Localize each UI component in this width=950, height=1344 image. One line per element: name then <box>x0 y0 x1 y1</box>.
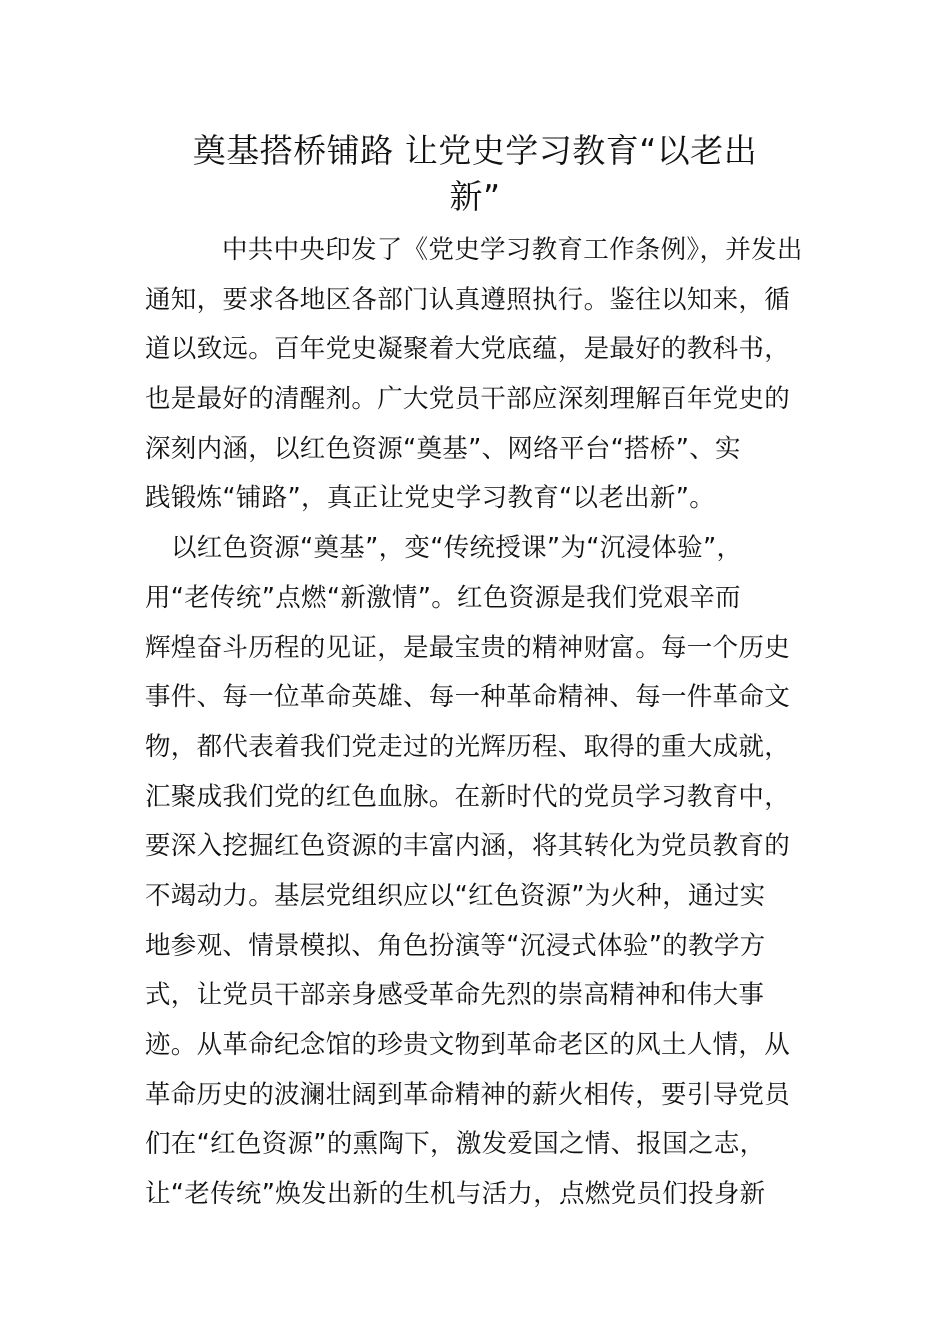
text-line: 物，都代表着我们党走过的光辉历程、取得的重大成就， <box>145 731 791 762</box>
text-line: 中共中央印发了《党史学习教育工作条例》，并发出 <box>222 235 803 265</box>
text-line: 不竭动力。基层党组织应以“红色资源”为火种，通过实 <box>145 880 766 911</box>
title-line-2: 新” <box>449 177 501 216</box>
text-line: 道以致远。百年党史凝聚着大党底蕴，是最好的教科书， <box>145 334 791 365</box>
paragraph-1 <box>145 226 807 524</box>
text-line: 深刻内涵，以红色资源“奠基”、网络平台“搭桥”、实 <box>145 433 741 464</box>
text-line: 用“老传统”点燃“新激情”。红色资源是我们党艰辛而 <box>145 582 741 613</box>
text-line: 汇聚成我们党的红色血脉。在新时代的党员学习教育中， <box>145 781 791 812</box>
text-line: 们在“红色资源”的熏陶下，激发爱国之情、报国之志， <box>145 1129 766 1160</box>
text-line: 通知，要求各地区各部门认真遵照执行。鉴往以知来，循 <box>145 284 791 315</box>
text-line: 革命历史的波澜壮阔到革命精神的薪火相传，要引导党员 <box>145 1079 791 1110</box>
text-line: 迹。从革命纪念馆的珍贵文物到革命老区的风土人情，从 <box>145 1030 791 1060</box>
text-line: 让“老传统”焕发出新的生机与活力，点燃党员们投身新 <box>145 1179 766 1210</box>
document-body <box>145 226 807 1220</box>
text-line: 以红色资源“奠基”，变“传统授课”为“沉浸体验”， <box>171 533 743 564</box>
text-line: 式，让党员干部亲身感受革命先烈的崇高精神和伟大事 <box>145 980 765 1011</box>
title-line-1: 奠基搭桥铺路 让党史学习教育“以老出 <box>192 131 758 170</box>
document-title <box>150 128 800 220</box>
text-line: 也是最好的清醒剂。广大党员干部应深刻理解百年党史的 <box>145 384 791 415</box>
text-line: 辉煌奋斗历程的见证，是最宝贵的精神财富。每一个历史 <box>145 632 791 663</box>
text-line: 事件、每一位革命英雄、每一种革命精神、每一件革命文 <box>145 682 791 713</box>
text-line: 践锻炼“铺路”，真正让党史学习教育“以老出新”。 <box>145 483 716 514</box>
paragraph-2 <box>145 524 807 1220</box>
text-line: 要深入挖掘红色资源的丰富内涵，将其转化为党员教育的 <box>145 831 791 862</box>
text-line: 地参观、情景模拟、角色扮演等“沉浸式体验”的教学方 <box>145 930 766 961</box>
